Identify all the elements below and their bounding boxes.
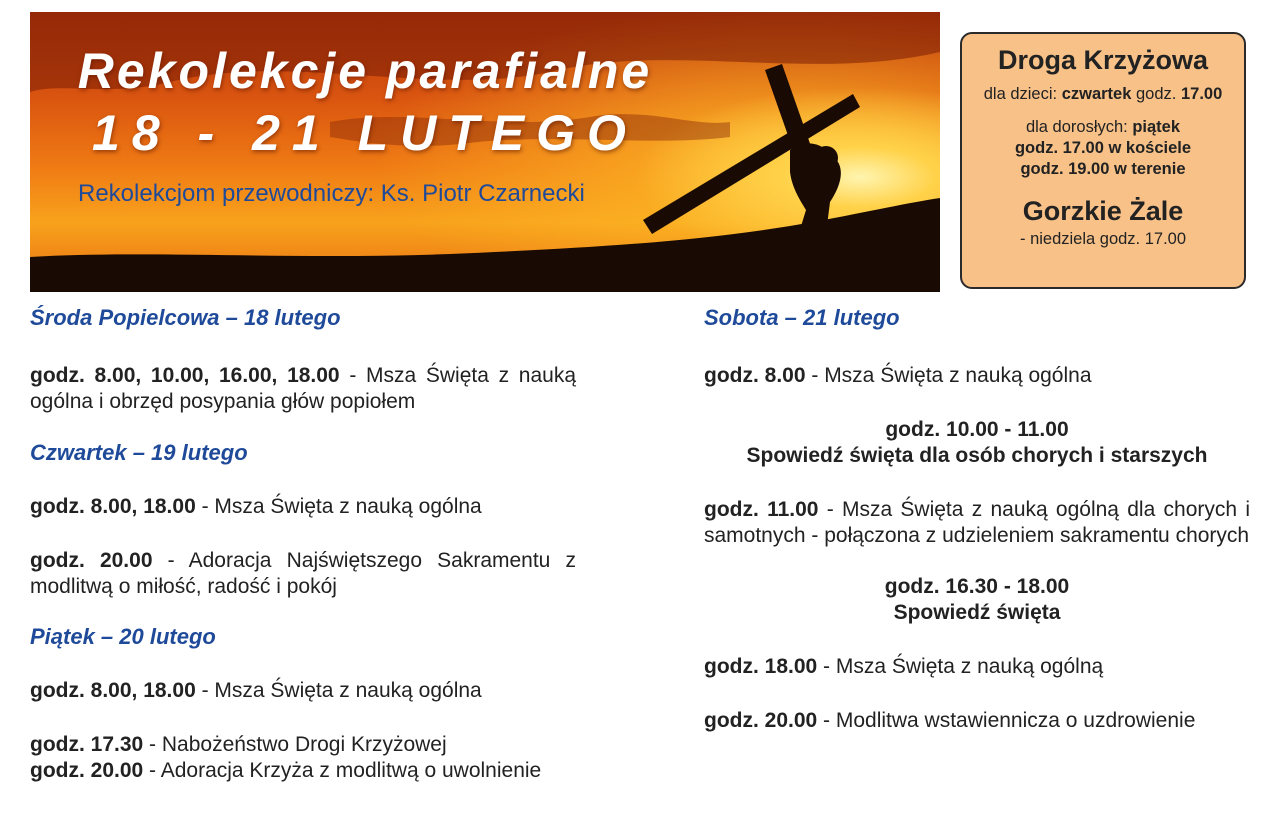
banner-title-line2: 18 - 21 LUTEGO [92,105,638,161]
schedule-item: godz. 17.30 - Nabożeństwo Drogi Krzyżowej [30,733,447,756]
stations-church: godz. 17.00 w kościele [1014,139,1192,157]
confession-block: godz. 16.30 - 18.00 Spowiedź święta [884,575,1070,624]
day-heading-saturday: Sobota – 21 lutego [704,305,900,330]
day-heading-friday: Piątek – 20 lutego [30,624,216,649]
stations-title: Droga Krzyżowa [997,45,1209,75]
confession-sick-block: godz. 10.00 - 11.00 Spowiedź święta dla osób chorych i starszych [746,418,1208,467]
retreat-leader: Rekolekcjom przewodniczy: Ks. Piotr Czarnecki [78,180,585,207]
schedule-left-column [30,300,576,784]
schedule-item: godz. 8.00, 18.00 - Msza Święta z nauką ogólna [30,495,482,518]
lamentations-time: - niedziela godz. 17.00 [1019,230,1187,248]
schedule-item: godz. 8.00 - Msza Święta z nauką ogólna [704,364,1092,387]
schedule-item: godz. 8.00, 10.00, 16.00, 18.00 - Msza Święta z nauką ogólna i obrzęd posypania głów popiołem [30,364,576,413]
stations-kids: dla dzieci: czwartek godz. 17.00 [983,85,1223,103]
schedule-right-column [704,300,1250,734]
schedule-item: godz. 8.00, 18.00 - Msza Święta z nauką ogólna [30,679,482,702]
day-heading-wednesday: Środa Popielcowa – 18 lutego [30,305,341,330]
header-banner [30,12,940,292]
banner-title-line1: Rekolekcje parafialne [77,43,653,99]
devotions-box [960,32,1246,289]
lamentations-title: Gorzkie Żale [1022,196,1184,226]
stations-adults: dla dorosłych: piątek [1025,118,1181,136]
schedule-item: godz. 20.00 - Adoracja Najświętszego Sakramentu z modlitwą o miłość, radość i pokój [30,549,576,598]
schedule-item: godz. 20.00 - Adoracja Krzyża z modlitwą o uwolnienie [30,759,542,782]
stations-field: godz. 19.00 w terenie [1020,160,1186,178]
schedule-item: godz. 20.00 - Modlitwa wstawiennicza o uzdrowienie [704,709,1196,732]
banner-title [30,40,700,164]
day-heading-thursday: Czwartek – 19 lutego [30,440,248,465]
schedule-item: godz. 18.00 - Msza Święta z nauką ogólną [704,655,1104,678]
schedule-item: godz. 11.00 - Msza Święta z nauką ogólną dla chorych i samotnych - połączona z udzieleniem sakramentu chorych [704,498,1250,547]
